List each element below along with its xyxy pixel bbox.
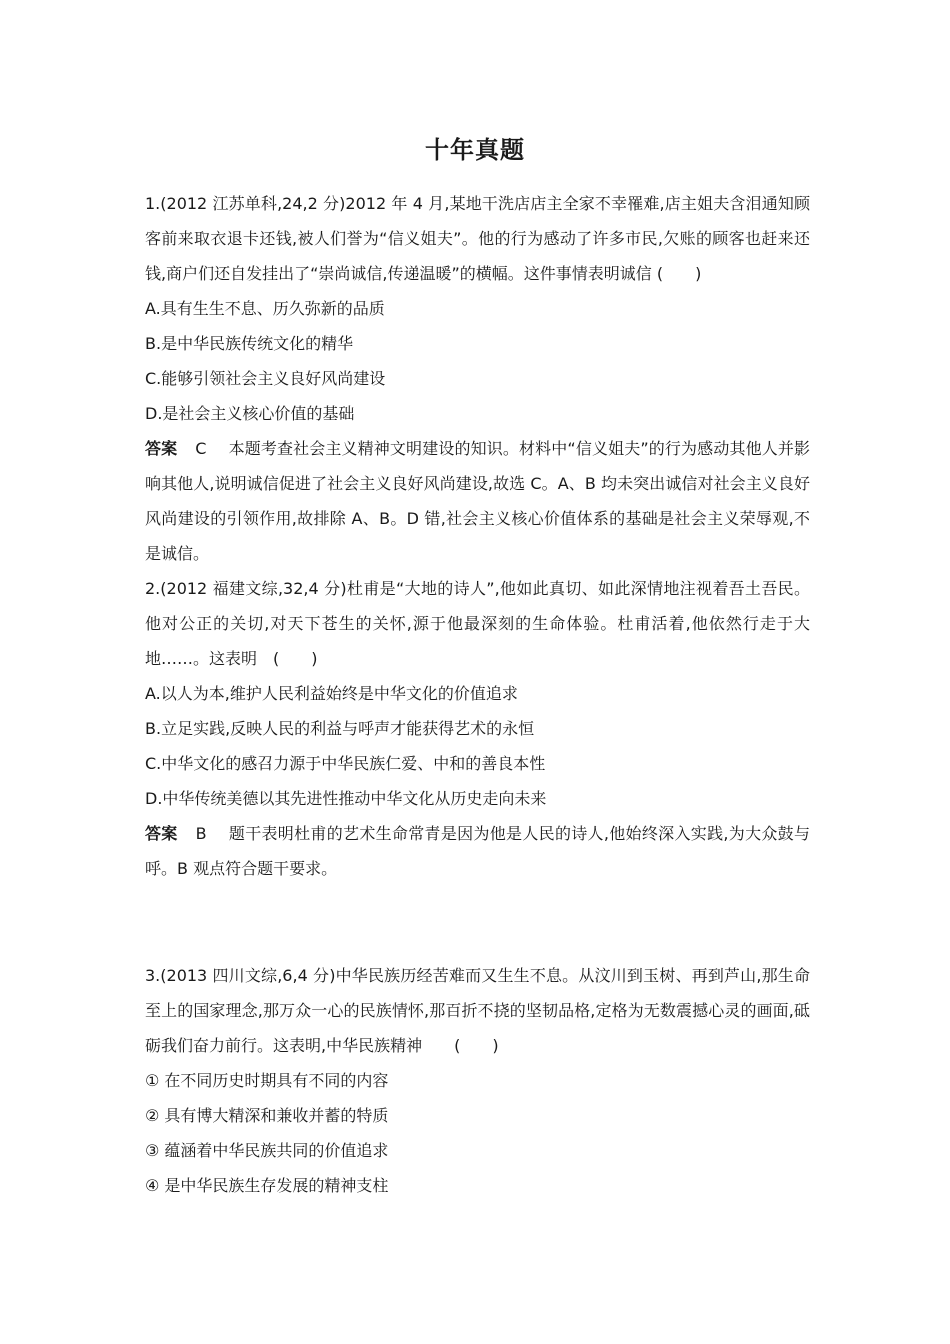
question-3 [145,958,810,1203]
option-b: B.是中华民族传统文化的精华 [145,334,354,353]
answer-label: 答案 [145,439,178,458]
answer-label: 答案 [145,824,178,843]
answer-letter: B [195,824,207,843]
answer-text: 题干表明杜甫的艺术生命常青是因为他是人民的诗人,他始终深入实践,为大众鼓与呼。B 观点符合题干要求。 [145,824,810,878]
question-stem: 2.(2012 福建文综,32,4 分)杜甫是“大地的诗人”,他如此真切、如此深情地注视着吾土吾民。他对公正的关切,对天下苍生的关怀,源于他最深刻的生命体验。杜甫活着,他依然行走于大地……。这表明 ( ) [145,579,810,668]
question-stem: 1.(2012 江苏单科,24,2 分)2012 年 4 月,某地干洗店店主全家不幸罹难,店主姐夫含泪通知顾客前来取衣退卡还钱,被人们誉为“信义姐夫”。他的行为感动了许多市民,欠账的顾客也赶来还钱,商户们还自发挂出了“崇尚诚信,传递温暖”的横幅。这件事情表明诚信 ( ) [145,194,810,283]
option-1: ① 在不同历史时期具有不同的内容 [145,1071,389,1090]
document-body [145,186,810,1203]
option-2: ② 具有博大精深和兼收并蓄的特质 [145,1106,389,1125]
answer-explanation [145,816,810,886]
option-3: ③ 蕴涵着中华民族共同的价值追求 [145,1141,389,1160]
page-title: 十年真题 [425,136,525,164]
option-c: C.中华文化的感召力源于中华民族仁爱、中和的善良本性 [145,754,546,773]
option-a: A.具有生生不息、历久弥新的品质 [145,299,385,318]
option-d: D.是社会主义核心价值的基础 [145,404,355,423]
question-2 [145,571,810,886]
question-stem: 3.(2013 四川文综,6,4 分)中华民族历经苦难而又生生不息。从汶川到玉树、再到芦山,那生命至上的国家理念,那万众一心的民族情怀,那百折不挠的坚韧品格,定格为无数震撼心灵的画面,砥砺我们奋力前行。这表明,中华民族精神 ( ) [145,966,810,1055]
answer-explanation [145,431,810,571]
option-b: B.立足实践,反映人民的利益与呼声才能获得艺术的永恒 [145,719,535,738]
option-a: A.以人为本,维护人民利益始终是中华文化的价值追求 [145,684,518,703]
option-c: C.能够引领社会主义良好风尚建设 [145,369,386,388]
section-gap [145,886,810,958]
question-1 [145,186,810,571]
option-d: D.中华传统美德以其先进性推动中华文化从历史走向未来 [145,789,547,808]
option-4: ④ 是中华民族生存发展的精神支柱 [145,1176,389,1195]
answer-letter: C [195,439,207,458]
answer-text: 本题考查社会主义精神文明建设的知识。材料中“信义姐夫”的行为感动其他人并影响其他人,说明诚信促进了社会主义良好风尚建设,故选 C。A、B 均未突出诚信对社会主义良好风尚建设的引领作用,故排除 A、B。D 错,社会主义核心价值体系的基础是社会主义荣辱观,不是诚信。 [145,439,810,563]
